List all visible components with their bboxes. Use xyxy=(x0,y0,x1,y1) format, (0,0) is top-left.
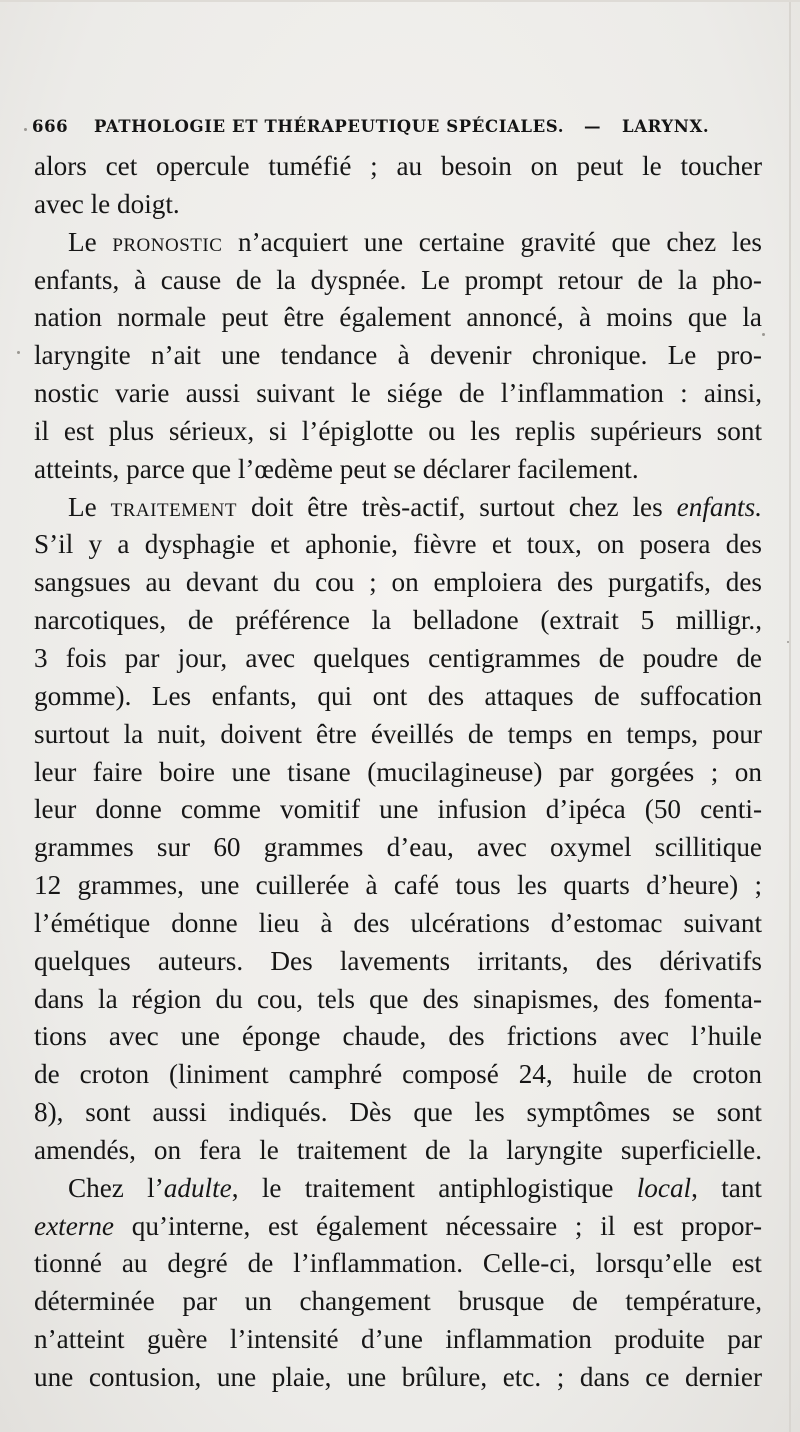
italic-term: local xyxy=(636,1172,692,1203)
text-line: 8), sont aussi indiqués. Dès que les symptômes se sont xyxy=(34,1097,762,1128)
running-title: PATHOLOGIE ET THÉRAPEUTIQUE SPÉCIALES. xyxy=(94,117,565,136)
running-header xyxy=(18,113,710,141)
text-run: doit être très-actif, surtout chez les xyxy=(237,491,677,522)
text-line: laryngite n’ait une tendance à devenir chronique. Le pro- xyxy=(34,340,762,371)
text-line: 12 grammes, une cuillerée à café tous les quarts d’heure) ; xyxy=(34,870,762,901)
text-line: avec le doigt. xyxy=(34,188,180,219)
text-run: Le xyxy=(68,491,111,522)
section-title: LARYNX. xyxy=(622,117,710,136)
text-line: il est plus sérieux, si l’épiglotte ou les replis supérieurs sont xyxy=(34,415,762,446)
text-line: amendés, on fera le traitement de la laryngite superficielle. xyxy=(34,1134,762,1165)
scan-speck xyxy=(17,351,20,354)
text-line: une contusion, une plaie, une brûlure, etc. ; dans ce dernier xyxy=(34,1362,762,1392)
text-line: 3 fois par jour, avec quelques centigrammes de poudre de xyxy=(34,642,762,673)
text-run: , le traitement antiphlogistique xyxy=(231,1172,637,1203)
text-line: grammes sur 60 grammes d’eau, avec oxymel scillitique xyxy=(34,832,762,863)
text-line: déterminée par un changement brusque de température, xyxy=(34,1286,762,1317)
text-line: tions avec une éponge chaude, des frictions avec l’huile xyxy=(34,1021,762,1052)
italic-term: enfants. xyxy=(676,491,762,522)
text-line: dans la région du cou, tels que des sinapismes, des fomenta- xyxy=(34,983,762,1014)
text-run: , tant xyxy=(691,1172,762,1203)
italic-term: adulte xyxy=(163,1172,232,1203)
text-line: atteints, parce que l’œdème peut se déclarer facilement. xyxy=(34,453,639,484)
scan-edge-right xyxy=(789,0,791,1432)
scan-speck xyxy=(787,641,789,643)
small-caps-term: traitement xyxy=(110,491,238,522)
scan-speck xyxy=(762,333,765,336)
text-run: Le xyxy=(68,226,113,257)
page-number: 666 xyxy=(32,117,69,136)
text-line: tionné au degré de l’inflammation. Celle-ci, lorsqu’elle est xyxy=(34,1248,762,1279)
text-line: l’émétique donne lieu à des ulcérations d’estomac suivant xyxy=(34,907,762,938)
paragraph-first-line xyxy=(34,1170,762,1208)
text-line: n’atteint guère l’intensité d’une inflammation produite par xyxy=(34,1324,762,1355)
body-text xyxy=(34,148,762,1397)
text-run: qu’interne, est également nécessaire ; il est propor- xyxy=(114,1210,762,1241)
paragraph-first-line xyxy=(34,489,762,527)
text-line: enfants, à cause de la dyspnée. Le prompt retour de la pho- xyxy=(34,264,762,295)
header-dash: — xyxy=(584,117,602,136)
text-line xyxy=(34,1208,762,1246)
scan-edge-top xyxy=(0,0,800,2)
text-line: leur donne comme vomitif une infusion d’ipéca (50 centi- xyxy=(34,794,762,825)
italic-term: externe xyxy=(34,1210,114,1241)
text-run: n’acquiert une certaine gravité que chez les xyxy=(222,226,762,257)
text-line: narcotiques, de préférence la belladone (extrait 5 milligr., xyxy=(34,605,762,636)
text-line: quelques auteurs. Des lavements irritants, des dérivatifs xyxy=(34,945,762,976)
paragraph-first-line xyxy=(34,224,762,262)
text-line: de croton (liniment camphré composé 24, huile de croton xyxy=(34,1059,762,1090)
text-line: surtout la nuit, doivent être éveillés de temps en temps, pour xyxy=(34,718,762,749)
text-line: S’il y a dysphagie et aphonie, fièvre et toux, on posera des xyxy=(34,529,762,560)
text-line: gomme). Les enfants, qui ont des attaques de suffocation xyxy=(34,680,762,711)
text-line: nostic varie aussi suivant le siége de l’inflammation : ainsi, xyxy=(34,378,762,409)
text-line: alors cet opercule tuméfié ; au besoin on peut le toucher xyxy=(34,151,762,181)
text-line: leur faire boire une tisane (mucilagineuse) par gorgées ; on xyxy=(34,756,762,787)
small-caps-term: pronostic xyxy=(112,226,223,257)
text-run: Chez l’ xyxy=(68,1172,164,1203)
text-line: sangsues au devant du cou ; on emploiera des purgatifs, des xyxy=(34,567,762,598)
text-line: nation normale peut être également annoncé, à moins que la xyxy=(34,302,762,333)
